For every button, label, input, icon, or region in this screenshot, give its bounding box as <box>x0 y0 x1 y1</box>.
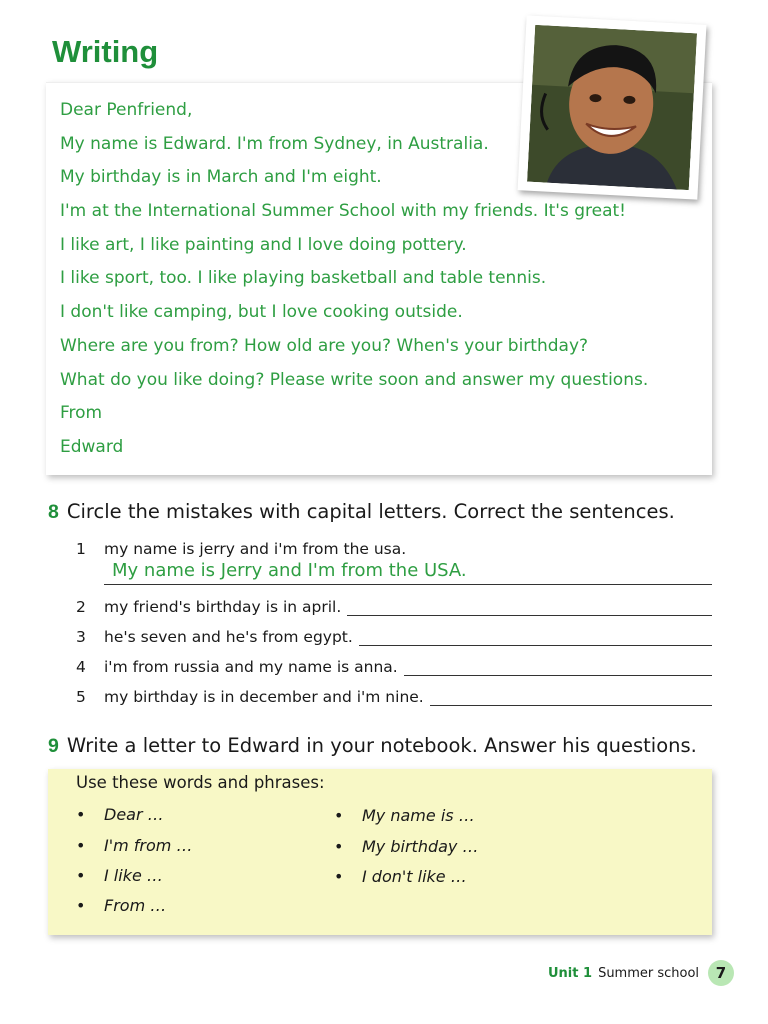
exercise-8-instruction: Circle the mistakes with capital letters. Correct the sentences. <box>66 500 675 523</box>
letter-line: I like sport, too. I like playing basketball and table tennis. <box>60 268 547 289</box>
item-sentence: i'm from russia and my name is anna. <box>104 658 398 676</box>
item-sentence: my friend's birthday is in april. <box>104 598 342 616</box>
example-answer: My name is Jerry and I'm from the USA. <box>112 560 467 581</box>
exercise-8-item <box>76 532 712 558</box>
item-number: 5 <box>76 688 86 706</box>
phrase-item: • From … <box>76 896 167 915</box>
unit-title: Summer school <box>598 966 700 981</box>
exercise-8-heading <box>48 500 675 524</box>
exercise-9-number: 9 <box>48 735 59 757</box>
section-title: Writing <box>52 34 159 69</box>
letter-line: What do you like doing? Please write soon and answer my questions. <box>60 369 649 390</box>
phrase-text: Dear … <box>104 805 164 824</box>
exercise-8-item <box>76 680 712 706</box>
item-number: 1 <box>76 540 86 558</box>
boy-photo-frame <box>518 15 707 199</box>
exercise-8-number: 8 <box>48 501 59 523</box>
phrase-text: I like … <box>104 866 163 885</box>
phrase-item: • Dear … <box>76 805 164 824</box>
letter-line: I'm at the International Summer School with my friends. It's great! <box>60 201 626 222</box>
letter-line: I don't like camping, but I love cooking outside. <box>60 302 463 323</box>
phrase-item: • I like … <box>76 866 163 885</box>
smiling-boy-photo-icon <box>527 25 697 190</box>
letter-line: I like art, I like painting and I love doing pottery. <box>60 234 467 255</box>
exercise-8-item <box>76 620 712 646</box>
letter-line: Dear Penfriend, <box>60 100 193 120</box>
answer-blank[interactable] <box>404 657 712 676</box>
item-sentence: my birthday is in december and i'm nine. <box>104 688 424 706</box>
phrase-text: I'm from … <box>104 836 193 855</box>
page-number-badge: 7 <box>708 960 734 986</box>
exercise-9-heading <box>48 734 697 758</box>
letter-line: Edward <box>60 436 124 457</box>
unit-label: Unit 1 <box>548 966 593 981</box>
letter-line: My name is Edward. I'm from Sydney, in Australia. <box>60 133 489 154</box>
letter-line: My birthday is in March and I'm eight. <box>60 167 382 188</box>
example-answer-line <box>104 558 712 585</box>
answer-blank[interactable] <box>347 597 712 616</box>
answer-blank[interactable] <box>359 627 712 646</box>
answer-blank[interactable] <box>430 687 712 706</box>
phrase-text: I don't like … <box>362 867 467 886</box>
footer-unit <box>548 966 699 981</box>
exercise-8-item <box>76 590 712 616</box>
exercise-9-instruction: Write a letter to Edward in your notebook. Answer his questions. <box>66 734 697 757</box>
phrase-item: • My name is … <box>334 806 475 825</box>
exercise-8-item <box>76 650 712 676</box>
item-sentence: my name is jerry and i'm from the usa. <box>104 540 407 558</box>
item-sentence: he's seven and he's from egypt. <box>104 628 353 646</box>
item-number: 2 <box>76 598 86 616</box>
phrase-text: From … <box>104 896 167 915</box>
phrase-item: • I'm from … <box>76 836 193 855</box>
item-number: 3 <box>76 628 86 646</box>
phrase-item: • My birthday … <box>334 837 479 856</box>
letter-line: Where are you from? How old are you? When's your birthday? <box>60 335 589 356</box>
letter-line: From <box>60 403 103 424</box>
item-number: 4 <box>76 658 86 676</box>
phrase-text: My birthday … <box>362 837 479 856</box>
phrase-text: My name is … <box>362 806 475 825</box>
phrase-box-intro: Use these words and phrases: <box>76 773 325 792</box>
phrase-item: • I don't like … <box>334 867 467 886</box>
